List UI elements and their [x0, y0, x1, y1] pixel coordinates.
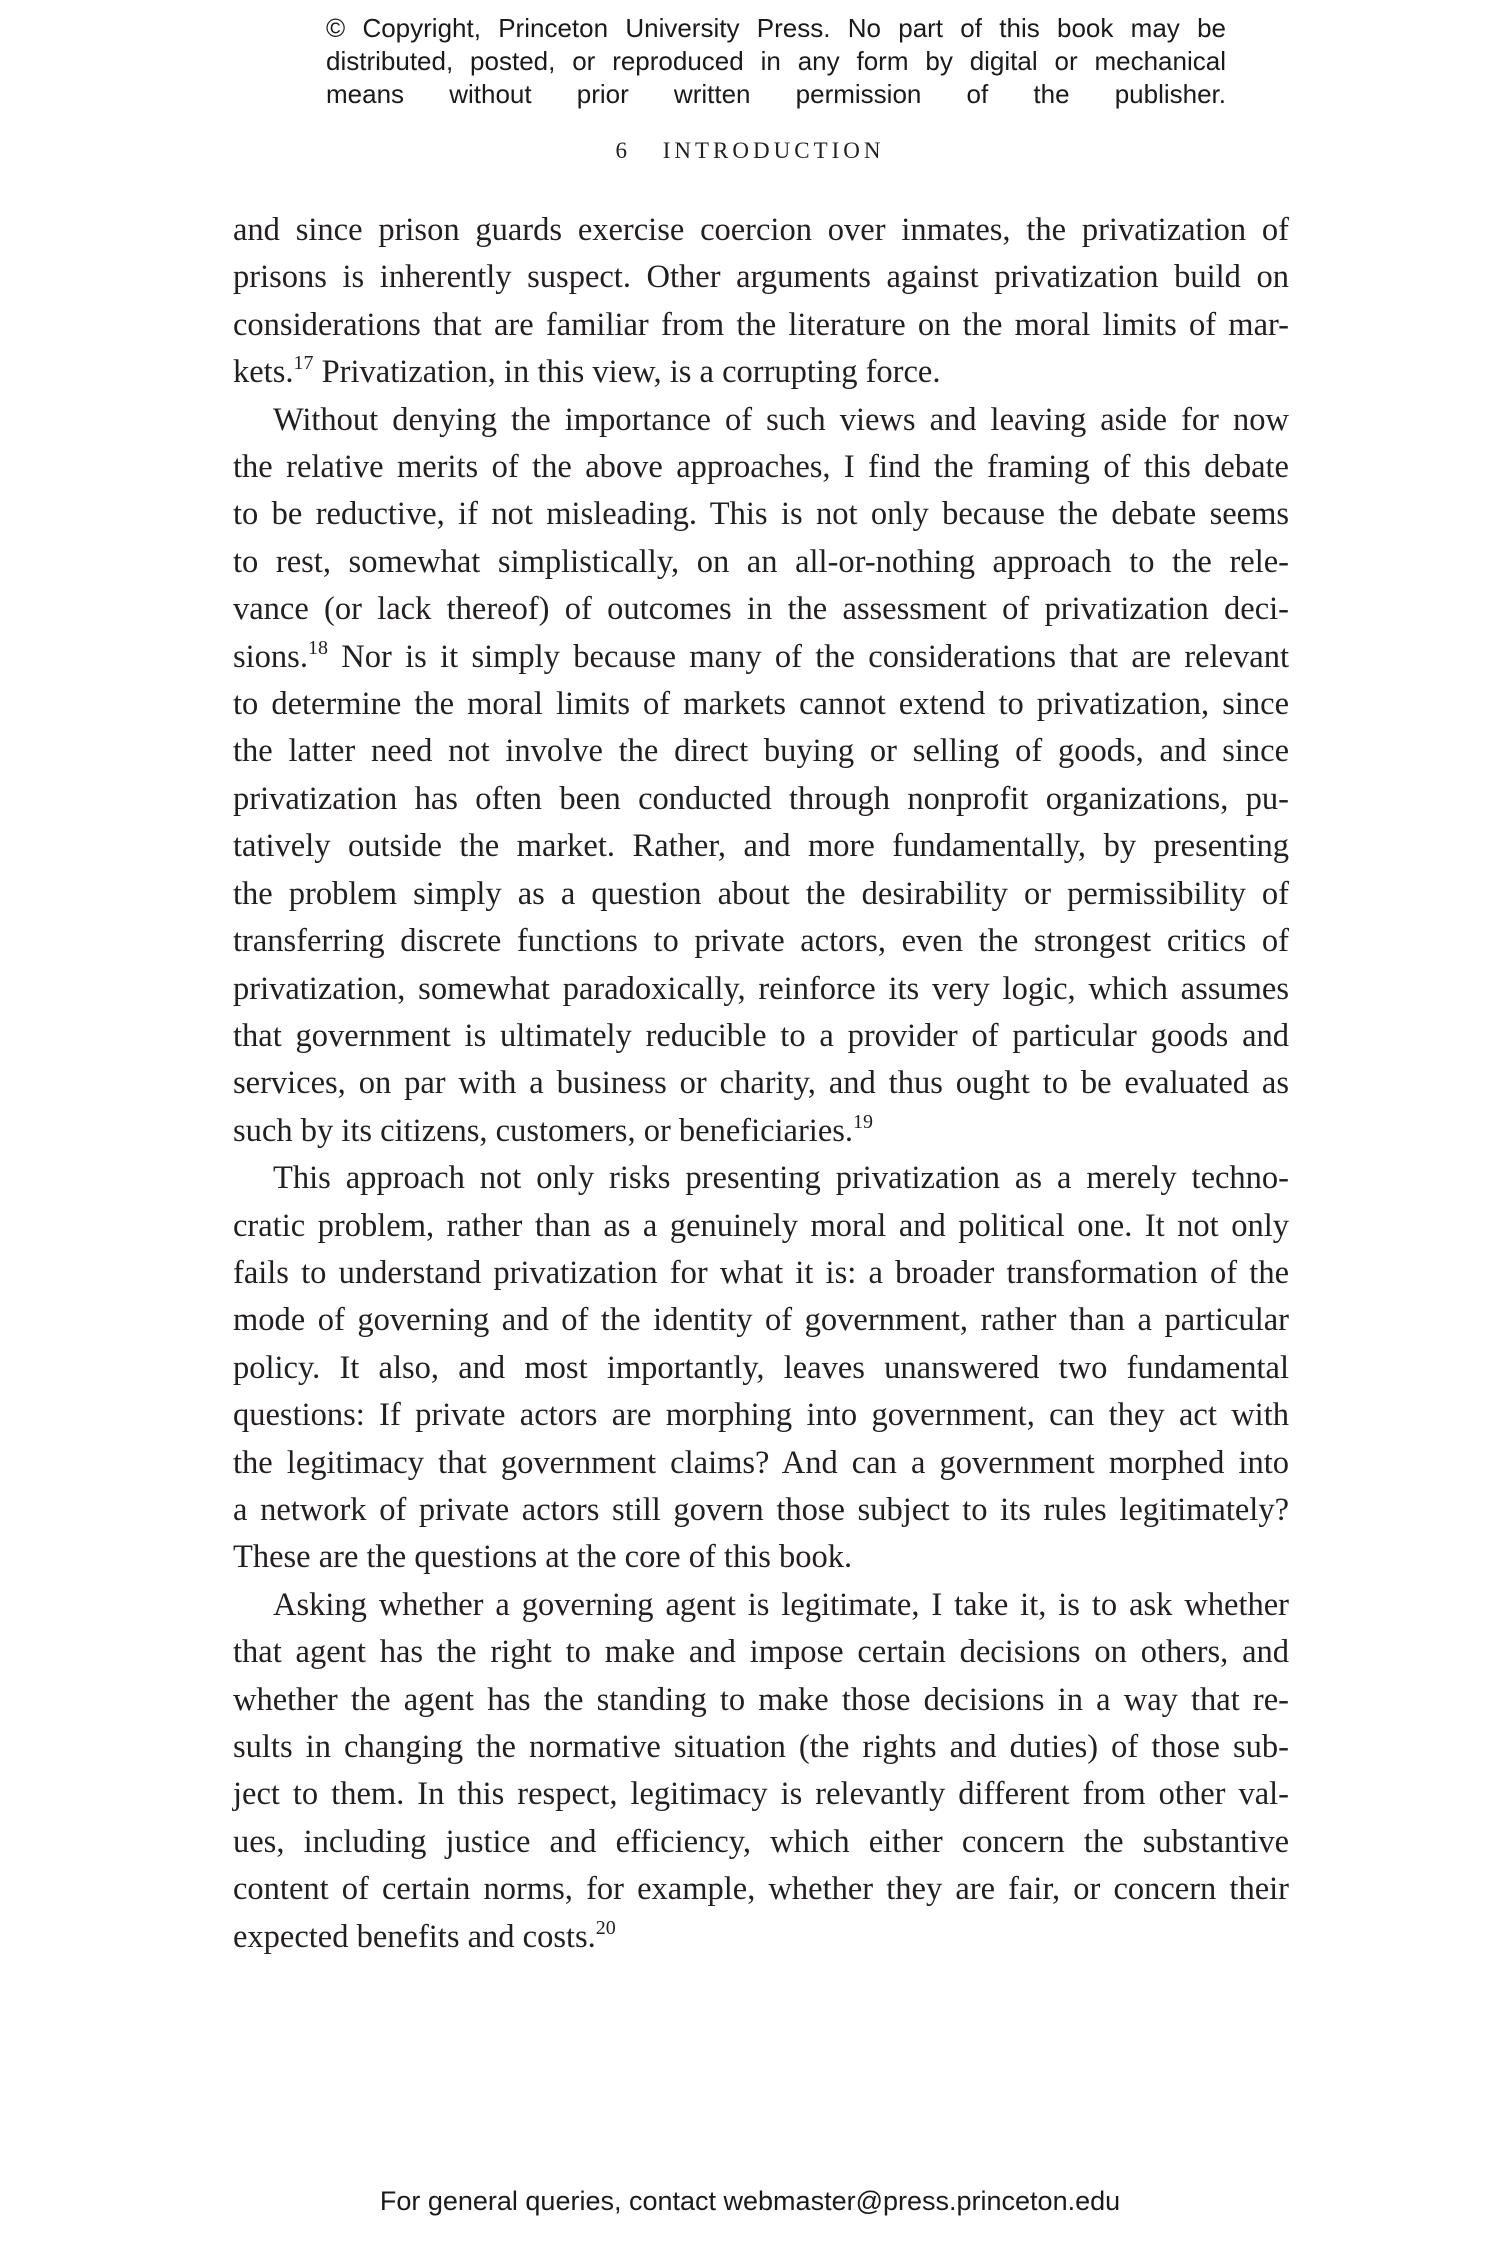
text-line: This approach not only risks presenting privatization as a merely techno- [273, 1160, 1289, 1197]
copyright-notice-line: distributed, posted, or reproduced in any form by digital or mechanical [326, 46, 1226, 76]
paragraph-4 [233, 1582, 1289, 1961]
text-fragment: kets. [233, 354, 294, 391]
text-line: questions: If private actors are morphing into government, can they act with [233, 1397, 1289, 1434]
text-line: Without denying the importance of such views and leaving aside for now [273, 401, 1289, 438]
text-line: the relative merits of the above approaches, I find the framing of this debate [233, 449, 1289, 486]
text-line: to rest, somewhat simplistically, on an all-or-nothing approach to the rele- [233, 543, 1289, 580]
text-line: to determine the moral limits of markets cannot extend to privatization, since [233, 686, 1289, 723]
text-line: prisons is inherently suspect. Other arguments against privatization build on [233, 259, 1289, 296]
text-fragment: expected benefits and costs. [233, 1918, 596, 1955]
text-line [233, 349, 1289, 396]
text-line: a network of private actors still govern those subject to its rules legitimately? [233, 1491, 1289, 1528]
text-line: considerations that are familiar from the literature on the moral limits of mar- [233, 306, 1289, 343]
text-fragment: such by its citizens, customers, or beneficiaries. [233, 1112, 854, 1149]
text-line: that government is ultimately reducible to a provider of particular goods and [233, 1017, 1289, 1054]
text-line: ject to them. In this respect, legitimacy is relevantly different from other val- [233, 1776, 1289, 1813]
text-line: whether the agent has the standing to make those decisions in a way that re- [233, 1681, 1289, 1718]
copyright-notice-line: © Copyright, Princeton University Press. No part of this book may be [326, 13, 1226, 43]
text-line: tatively outside the market. Rather, and more fundamentally, by presenting [233, 828, 1289, 865]
text-line: the problem simply as a question about the desirability or permissibility of [233, 875, 1289, 912]
text-line: privatization, somewhat paradoxically, reinforce its very logic, which assumes [233, 970, 1289, 1007]
text-line [233, 1914, 1289, 1961]
text-line: and since prison guards exercise coercion over inmates, the privatization of [233, 212, 1289, 248]
text-line: vance (or lack thereof) of outcomes in the assessment of privatization deci- [233, 591, 1289, 628]
text-line: transferring discrete functions to private actors, even the strongest critics of [233, 923, 1289, 960]
copyright-notice [326, 12, 1226, 111]
text-line: that agent has the right to make and impose certain decisions on others, and [233, 1634, 1289, 1671]
text-line: content of certain norms, for example, whether they are fair, or concern their [233, 1871, 1289, 1908]
footnote-marker-18[interactable]: 18 [307, 636, 328, 659]
text-line [233, 634, 1289, 681]
text-fragment: sions. [233, 638, 308, 675]
paragraph-3 [233, 1155, 1289, 1582]
text-line: mode of governing and of the identity of government, rather than a particular [233, 1302, 1289, 1339]
text-line: ues, including justice and efficiency, which either concern the substantive [233, 1823, 1289, 1860]
text-line: the latter need not involve the direct buying or selling of goods, and since [233, 733, 1289, 770]
page-number: 6 [615, 138, 627, 163]
contact-footer: For general queries, contact webmaster@press.princeton.edu [379, 2186, 1121, 2216]
running-head [0, 138, 1500, 164]
text-fragment: Privatization, in this view, is a corrupting force. [313, 354, 941, 391]
text-line: Asking whether a governing agent is legitimate, I take it, is to ask whether [273, 1586, 1289, 1623]
text-line: policy. It also, and most importantly, leaves unanswered two fundamental [233, 1349, 1289, 1386]
text-line [233, 1108, 1289, 1155]
text-line: privatization has often been conducted through nonprofit organizations, pu- [233, 780, 1289, 817]
copyright-notice-line: means without prior written permission of the publisher. [326, 79, 1226, 109]
footnote-marker-20[interactable]: 20 [595, 1916, 616, 1939]
text-line: to be reductive, if not misleading. This is not only because the debate seems [233, 496, 1289, 533]
text-line: the legitimacy that government claims? And can a government morphed into [233, 1444, 1289, 1481]
paragraph-2 [233, 397, 1289, 1156]
text-line: fails to understand privatization for what it is: a broader transformation of the [233, 1254, 1289, 1291]
text-line: services, on par with a business or charity, and thus ought to be evaluated as [233, 1065, 1289, 1102]
text-line: sults in changing the normative situation (the rights and duties) of those sub- [233, 1729, 1289, 1765]
body-text [233, 207, 1289, 1961]
footnote-marker-19[interactable]: 19 [853, 1110, 874, 1133]
chapter-title: INTRODUCTION [662, 138, 885, 163]
text-line: These are the questions at the core of this book. [233, 1539, 853, 1576]
text-fragment: Nor is it simply because many of the considerations that are relevant [327, 638, 1289, 675]
paragraph-1 [233, 207, 1289, 397]
text-line: cratic problem, rather than as a genuinely moral and political one. It not only [233, 1207, 1289, 1244]
footnote-marker-17[interactable]: 17 [293, 352, 314, 375]
